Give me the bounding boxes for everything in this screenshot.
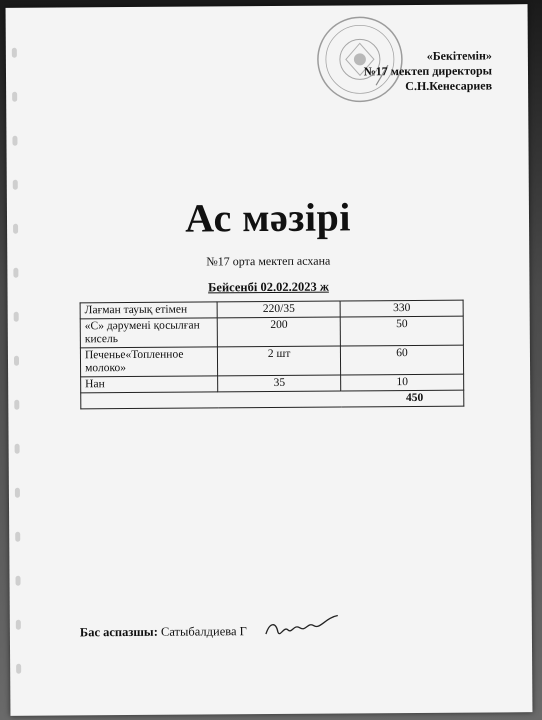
handwritten-signature	[262, 611, 342, 642]
approval-director-name: С.Н.Кенесариев	[405, 78, 493, 94]
dish-portion: 35	[218, 375, 341, 392]
dish-name: Лағман тауық етімен	[80, 302, 217, 319]
dish-name: Нан	[81, 376, 218, 393]
menu-table	[80, 300, 465, 410]
total-value: 450	[81, 390, 464, 409]
dish-name: Печенье«Топленное молоко»	[80, 347, 217, 377]
dish-value: 60	[341, 345, 464, 375]
dish-portion: 200	[218, 317, 341, 347]
approval-block	[364, 48, 493, 94]
canteen-subtitle: №17 орта мектеп асхана	[206, 253, 331, 269]
menu-date: Бейсенбі 02.02.2023 ж	[208, 279, 329, 295]
table-row	[80, 345, 463, 377]
binder-holes	[12, 48, 24, 688]
dish-value: 10	[341, 374, 464, 391]
dish-name: «С» дәрумені қосылған кисель	[80, 318, 217, 348]
head-cook-label: Бас аспазшы:	[79, 624, 158, 640]
dish-portion: 2 шт	[218, 346, 341, 376]
dish-value: 330	[340, 300, 463, 317]
head-cook-line	[80, 624, 247, 640]
total-row	[81, 390, 464, 409]
head-cook-name: Сатыбалдиева Г	[160, 624, 247, 639]
table-row	[80, 316, 463, 348]
dish-portion: 220/35	[217, 301, 340, 318]
dish-value: 50	[340, 316, 463, 346]
approval-heading: «Бекітемін»	[426, 48, 492, 63]
menu-document	[6, 4, 533, 716]
page-title: Ас мәзірі	[184, 194, 352, 241]
approval-position: №17 мектеп директоры	[363, 63, 493, 79]
